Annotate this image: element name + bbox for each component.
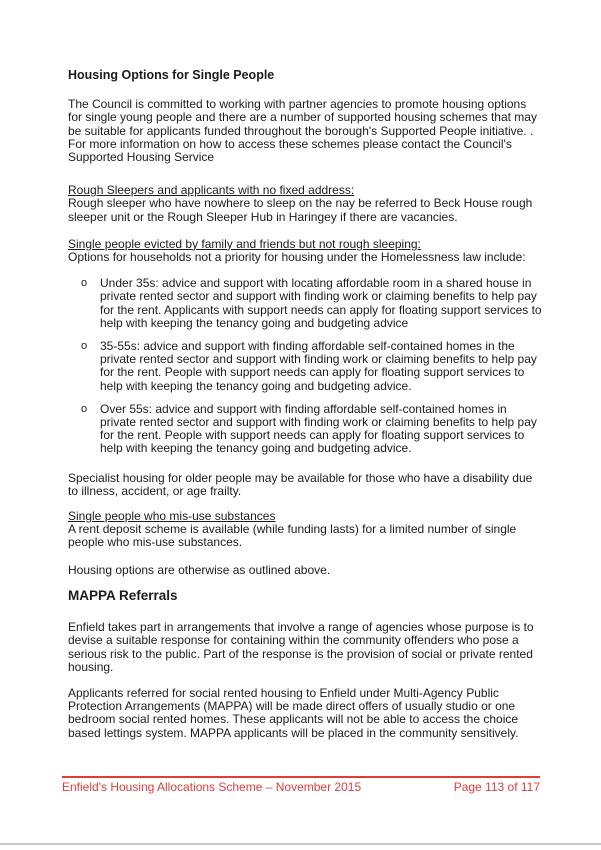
- scan-edge-line: [0, 843, 601, 845]
- specialist-housing-paragraph: Specialist housing for older people may be available for those who have a disability due to illness, accident, or age frailty.: [68, 470, 533, 498]
- intro-paragraph: The Council is committed to working with partner agencies to promote housing options for single young people and there are a number of supported housing schemes that may be suitable for applicants funded throughout the borough's Supported People initiative. . For more information on how to access these schemes please contact the Council's Supported Housing Service: [68, 97, 537, 165]
- bullet-over-55s-text: Over 55s: advice and support with finding affordable self-contained homes in private rented sector and support with finding work or claiming benefits to help pay for the rent. People with support needs can apply for floating support services to help with keeping the tenancy going and budgeting advice.: [100, 401, 537, 456]
- footer-document-title: Enfield's Housing Allocations Scheme – November 2015: [62, 780, 362, 794]
- substances-body: A rent deposit scheme is available (while funding lasts) for a limited number of single people who mis-use substances.: [68, 522, 517, 550]
- bullet-circle-icon: o: [81, 340, 88, 353]
- rough-sleepers-heading: Rough Sleepers and applicants with no fixed address:: [68, 183, 355, 198]
- footer-page-number: Page 113 of 117: [453, 780, 540, 794]
- mappa-paragraph-2: Applicants referred for social rented housing to Enfield under Multi-Agency Public Protection Arrangements (MAPPA) will be made direct offers of usually studio or one bedroom social rented homes. These applicants will not be able to access the choice based lettings system. MAPPA applicants will be placed in the community sensitively.: [68, 685, 519, 740]
- section-heading-mappa-referrals: MAPPA Referrals: [68, 587, 178, 603]
- evicted-section: [68, 238, 542, 264]
- otherwise-paragraph: Housing options are otherwise as outlined above.: [68, 562, 331, 577]
- substances-section: [68, 510, 542, 550]
- bullet-under-35s-text: Under 35s: advice and support with locating affordable room in a shared house in private rented sector and support with finding work or claiming benefits to help pay for the rent. Applicants with support needs can apply for floating support services to help with keeping the tenancy going and budgeting advice: [100, 276, 542, 330]
- rough-sleepers-body: Rough sleeper who have nowhere to sleep on the nay be referred to Beck House rough sleeper unit or the Rough Sleeper Hub in Haringey if there are vacancies.: [68, 196, 533, 224]
- bullet-under-35s: [68, 277, 542, 330]
- page-footer: [62, 776, 540, 794]
- mappa-paragraph-1: Enfield takes part in arrangements that involve a range of agencies whose purpose is to devise a suitable response for containing within the community offenders who pose a serious risk to the public. Part of the response is the provision of social or private rented housing.: [68, 620, 534, 674]
- bullet-35-55s-text: 35-55s: advice and support with finding affordable self-contained homes in the private rented sector and support with finding work or claiming benefits to help pay for the rent. People with support needs can apply for floating support services to help with keeping the tenancy going and budgeting advice.: [100, 339, 537, 393]
- substances-heading: Single people who mis-use substances: [68, 509, 276, 524]
- bullet-circle-icon: o: [81, 402, 88, 415]
- page-content: [68, 69, 542, 740]
- section-heading-housing-options: Housing Options for Single People: [68, 68, 275, 82]
- bullet-over-55s: [68, 403, 542, 456]
- bullet-35-55s: [68, 340, 542, 393]
- evicted-heading: Single people evicted by family and friends but not rough sleeping:: [68, 236, 421, 251]
- evicted-body: Options for households not a priority for housing under the Homelessness law include:: [68, 250, 526, 265]
- rough-sleepers-section: [68, 184, 542, 224]
- bullet-circle-icon: o: [81, 277, 88, 290]
